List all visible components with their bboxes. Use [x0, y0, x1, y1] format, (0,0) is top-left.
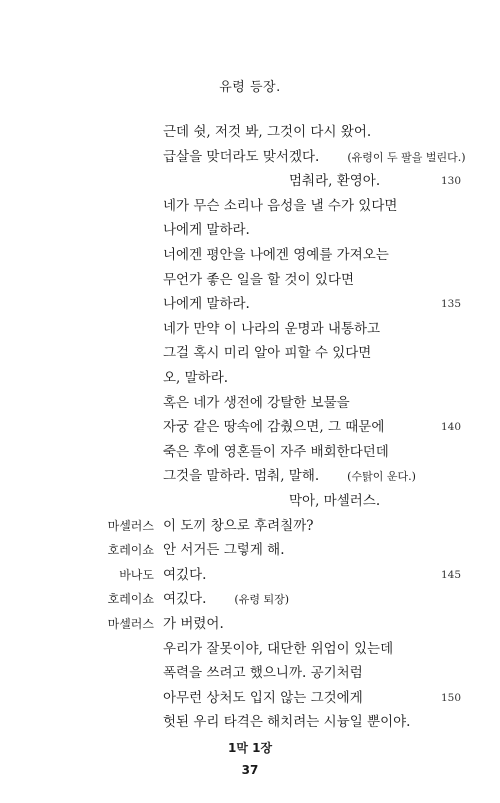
verse-line-text: 안 서거든 그렇게 해. — [163, 542, 285, 559]
verse-line — [0, 169, 500, 193]
line-number: 150 — [440, 691, 461, 704]
verse-text — [163, 243, 389, 267]
verse-line — [0, 415, 500, 439]
verse-line — [0, 489, 500, 513]
verse-text — [163, 120, 371, 144]
verse-line-text: 아무런 상처도 입지 않는 그것에게 — [163, 689, 363, 706]
verse-text — [163, 317, 380, 341]
verse-line-text: 막아, 마셀러스. — [289, 493, 381, 509]
verse-line-text: 자궁 같은 땅속에 감췄으면, 그 때문에 — [163, 419, 385, 436]
verse-line-text: 폭력을 쓰려고 했으니까. 공기처럼 — [163, 665, 363, 682]
verse-line — [0, 391, 500, 415]
line-number: 135 — [440, 298, 461, 311]
verse-line — [0, 612, 500, 636]
verse-text — [163, 538, 285, 562]
verse-line-text: 이 도끼 창으로 후려칠까? — [163, 517, 314, 534]
verse-line-text: 여깄다. — [163, 566, 207, 583]
verse-text — [163, 440, 389, 464]
verse-text — [163, 341, 371, 365]
verse-line — [0, 218, 500, 242]
verse-text — [163, 366, 228, 390]
speaker-name: 마셀러스 — [107, 518, 154, 533]
verse-text — [163, 194, 397, 218]
verse-text — [163, 612, 224, 636]
verse-line-text: 너에겐 평안을 나에겐 영예를 가져오는 — [163, 247, 389, 263]
verse-line — [0, 194, 500, 218]
page-number: 37 — [241, 763, 259, 777]
verse-line-text: 헛된 우리 타격은 해치려는 시늉일 뿐이야. — [163, 714, 411, 731]
verse-text — [163, 686, 363, 710]
verse-line-text: 급살을 맞더라도 맞서겠다. — [163, 148, 320, 165]
verse-line-text: 그것을 말하라. 멈춰, 말해. — [163, 468, 320, 485]
verse-line-text: 나에게 말하라. — [163, 296, 250, 313]
verse-line — [0, 514, 500, 538]
verse-line — [0, 145, 500, 169]
verse-text — [163, 563, 206, 587]
verse-line-text: 그걸 혹시 미리 알아 피할 수 있다면 — [163, 345, 372, 362]
line-number: 145 — [440, 568, 461, 581]
verse-text — [163, 661, 363, 685]
verse-line — [0, 637, 500, 661]
verse-line-text: 우리가 잘못이야, 대단한 위엄이 있는데 — [163, 640, 394, 657]
verse-text — [163, 391, 350, 415]
verse-line-text: 네가 만약 이 나라의 운명과 내통하고 — [163, 320, 381, 337]
verse-line-text: 여깄다. — [163, 591, 207, 608]
verse-line-text: 가 버렸어. — [163, 616, 224, 632]
verse-line — [0, 243, 500, 267]
verse-line-text: 혹은 네가 생전에 강탈한 보물을 — [163, 394, 350, 411]
verse-line — [0, 686, 500, 710]
verse-line-text: 무언가 좋은 일을 할 것이 있다면 — [163, 271, 354, 288]
speaker-name: 마셀러스 — [107, 617, 154, 631]
stage-direction: (유령 퇴장) — [234, 593, 290, 607]
stage-direction: (유령이 두 팔을 벌린다.) — [347, 150, 466, 164]
verse-line — [0, 464, 500, 488]
verse-line-text: 근데 쉿, 저것 봐, 그것이 다시 왔어. — [163, 124, 372, 140]
line-number: 140 — [440, 421, 461, 434]
verse-line — [0, 563, 500, 587]
act-scene-footer: 1막 1장 — [227, 741, 273, 755]
speaker-name: 바나도 — [119, 567, 154, 582]
verse-line — [0, 341, 500, 365]
speaker-name: 호레이쇼 — [107, 543, 154, 558]
verse-line — [0, 440, 500, 464]
verse-line — [0, 292, 500, 316]
verse-line-text: 오, 말하라. — [163, 370, 229, 386]
verse-line-text: 네가 무슨 소리나 음성을 낼 수가 있다면 — [163, 197, 398, 214]
verse-line-text: 멈춰라, 환영아. — [289, 173, 381, 190]
line-number: 130 — [440, 175, 461, 188]
verse-text — [289, 169, 380, 193]
stage-direction: (수탉이 운다.) — [347, 470, 416, 484]
verse-text — [163, 292, 250, 316]
verse-line — [0, 268, 500, 292]
verse-line-text: 죽은 후에 영혼들이 자주 배회한다던데 — [163, 443, 389, 460]
verse-text — [163, 637, 393, 661]
speaker-name: 호레이쇼 — [107, 592, 154, 607]
verse-text — [163, 218, 250, 242]
verse-line — [0, 538, 500, 562]
verse-line — [0, 587, 500, 611]
verse-line — [0, 317, 500, 341]
verse-text — [163, 514, 314, 538]
verse-text — [163, 464, 416, 489]
verse-line — [0, 120, 500, 144]
verse-line — [0, 710, 500, 734]
verse-text — [289, 489, 380, 513]
verse-line — [0, 366, 500, 390]
verse-text — [163, 587, 289, 612]
verse-text — [163, 710, 410, 734]
verse-text — [163, 415, 384, 439]
verse-line — [0, 661, 500, 685]
verse-text — [163, 268, 354, 292]
verse-line-text: 나에게 말하라. — [163, 222, 250, 239]
stage-direction-ghost-enters: 유령 등장. — [219, 80, 281, 95]
verse-text — [163, 145, 466, 170]
